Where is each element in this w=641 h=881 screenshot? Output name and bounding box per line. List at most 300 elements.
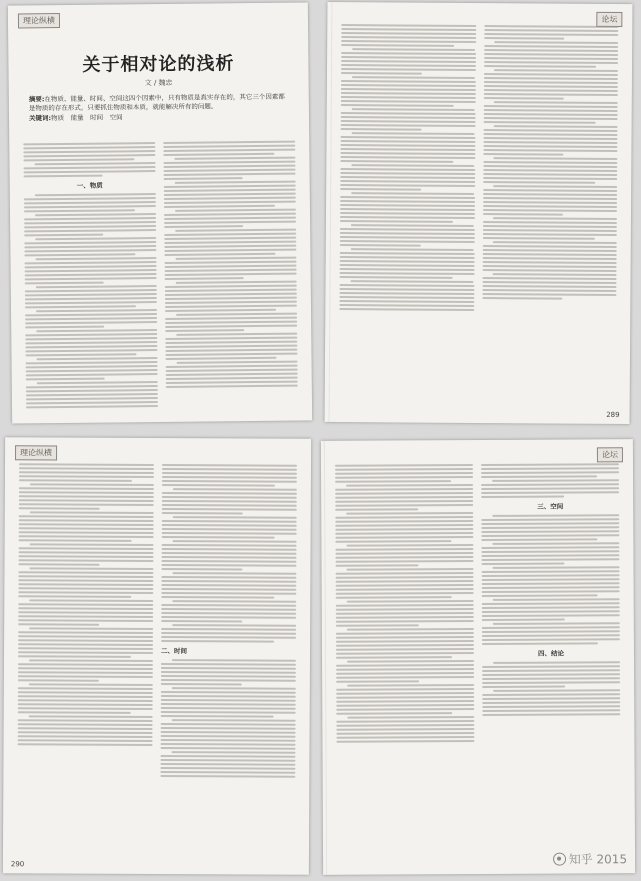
text-line (336, 712, 452, 715)
text-line (483, 137, 618, 140)
text-line (161, 564, 296, 567)
text-line (482, 713, 620, 716)
text-line (483, 153, 564, 156)
text-line (336, 664, 474, 667)
text-line (482, 265, 617, 268)
text-line (18, 663, 153, 666)
text-line (162, 536, 275, 539)
text-line (347, 568, 474, 571)
text-line (161, 735, 296, 738)
text-line (481, 491, 619, 494)
text-line (165, 337, 297, 340)
text-line (482, 285, 617, 288)
text-line (19, 519, 154, 522)
text-line (482, 619, 565, 621)
text-line (482, 257, 617, 260)
text-line (19, 547, 154, 550)
text-line (24, 245, 156, 248)
text-line (18, 695, 153, 698)
text-line (340, 180, 475, 183)
text-line (336, 724, 474, 727)
text-line (18, 655, 131, 658)
text-line (26, 385, 158, 388)
text-line (482, 638, 620, 641)
text-line (336, 720, 474, 723)
text-line (341, 104, 454, 107)
text-line (484, 61, 619, 64)
text-line (492, 542, 619, 545)
section-tag: 论坛 (597, 447, 623, 462)
text-line (341, 96, 476, 99)
text-line (483, 85, 618, 88)
text-line (161, 580, 296, 583)
text-line (162, 520, 297, 523)
text-line (340, 188, 421, 191)
text-line (24, 221, 156, 224)
text-line (339, 300, 474, 303)
text-line (18, 739, 153, 742)
text-line (176, 333, 297, 336)
text-line (341, 36, 476, 39)
text-line (484, 37, 565, 40)
text-line (340, 212, 475, 215)
text-line (18, 735, 153, 738)
text-line (19, 467, 154, 470)
text-line (164, 233, 296, 236)
text-line (24, 253, 135, 256)
text-line (161, 727, 296, 730)
text-line (172, 624, 296, 627)
text-line (482, 665, 620, 668)
text-line (341, 124, 476, 127)
text-line (336, 700, 474, 703)
text-line (25, 261, 157, 264)
text-line (494, 157, 618, 160)
text-line (172, 659, 296, 662)
text-line (35, 237, 156, 240)
text-line (18, 711, 131, 714)
text-line (483, 89, 618, 92)
text-line (18, 675, 153, 678)
text-line (166, 373, 298, 376)
text-line (481, 558, 619, 561)
article-author: 文 / 魏忠 (144, 78, 173, 88)
text-line (164, 185, 296, 188)
text-line (36, 309, 157, 312)
text-line (165, 325, 297, 328)
text-line (164, 201, 296, 204)
text-line (36, 357, 157, 360)
text-line (481, 530, 619, 533)
text-line (482, 594, 598, 597)
text-line (336, 728, 474, 731)
text-line (493, 689, 620, 692)
text-line (336, 592, 474, 595)
text-line (175, 257, 296, 260)
text-line (19, 555, 154, 558)
text-line (164, 213, 296, 216)
text-line (19, 471, 154, 474)
text-line (341, 64, 476, 67)
text-line (166, 365, 298, 368)
text-line (484, 45, 619, 48)
text-line (336, 676, 474, 679)
text-line (26, 401, 158, 404)
text-line (340, 184, 475, 187)
text-line (493, 241, 617, 244)
text-line (482, 642, 598, 645)
body-columns (17, 463, 297, 852)
text-line (350, 248, 474, 251)
text-line (482, 229, 617, 232)
text-line (335, 552, 473, 555)
text-line (172, 540, 296, 543)
text-line (26, 365, 158, 368)
text-line (18, 635, 153, 638)
text-line (341, 80, 476, 83)
text-line (347, 660, 474, 663)
text-line (162, 500, 297, 503)
text-line (347, 600, 474, 603)
text-line (174, 157, 295, 160)
text-line (336, 708, 474, 711)
text-line (165, 353, 297, 356)
text-line (162, 528, 297, 531)
text-line (481, 546, 619, 549)
text-line (482, 261, 617, 264)
text-line (18, 731, 153, 734)
text-line (336, 632, 474, 635)
text-line (335, 560, 473, 563)
text-line (162, 556, 297, 559)
text-line (25, 297, 157, 300)
text-line (161, 584, 296, 587)
keywords-label: 关键词: (28, 114, 52, 123)
text-line (25, 321, 157, 324)
text-line (336, 704, 474, 707)
page-fold (329, 2, 333, 422)
text-line (482, 705, 620, 708)
text-line (165, 317, 297, 320)
text-line (351, 192, 475, 195)
text-line (162, 496, 297, 499)
text-line (482, 277, 617, 280)
text-line (336, 616, 474, 619)
text-line (335, 464, 473, 467)
text-line (35, 285, 156, 288)
text-line (161, 691, 296, 694)
body-columns (339, 24, 619, 404)
text-line (161, 596, 274, 599)
text-line (29, 683, 153, 686)
text-line (166, 357, 277, 360)
text-line (18, 647, 153, 650)
text-line (162, 464, 297, 467)
text-line (483, 141, 618, 144)
text-line (483, 161, 618, 164)
text-line (335, 548, 473, 551)
text-line (494, 125, 618, 128)
page-scan-2 (325, 2, 633, 424)
text-line (341, 44, 454, 47)
text-line (483, 117, 618, 120)
text-line (340, 160, 453, 163)
body-column-right (481, 463, 621, 848)
text-line (19, 495, 154, 498)
text-line (164, 169, 296, 172)
text-line (18, 699, 153, 702)
text-line (336, 648, 474, 651)
text-line (336, 672, 474, 675)
text-line (340, 148, 475, 151)
text-line (19, 535, 154, 538)
text-line (161, 679, 296, 682)
text-line (29, 659, 153, 662)
text-line (336, 740, 474, 743)
text-line (347, 628, 474, 631)
text-line (340, 216, 475, 219)
text-line (161, 671, 296, 674)
text-line (339, 308, 474, 311)
text-line (335, 492, 473, 495)
text-line (36, 381, 157, 384)
text-line (25, 313, 157, 316)
text-line (171, 719, 295, 722)
text-line (339, 304, 474, 307)
text-line (483, 73, 618, 76)
text-line (482, 602, 620, 605)
text-line (24, 217, 156, 220)
text-line (341, 128, 422, 131)
text-line (26, 405, 158, 408)
text-line (162, 508, 297, 511)
text-line (351, 164, 475, 167)
text-line (351, 132, 475, 135)
abstract-text: 在物质、能量、时间、空间这四个因素中，只有物质是真实存在的，其它三个因素都是物质的存在形式。只要抓住物质和本质，就能解决所有的问题。 (28, 92, 285, 112)
text-line (493, 273, 617, 276)
text-line (18, 687, 153, 690)
text-line (24, 201, 156, 204)
text-line (25, 269, 157, 272)
text-line (482, 233, 617, 236)
text-line (335, 556, 473, 559)
text-line (346, 512, 473, 515)
text-line (24, 175, 103, 178)
text-line (483, 81, 618, 84)
text-line (19, 479, 132, 482)
text-line (18, 631, 153, 634)
text-line (25, 305, 136, 308)
text-line (340, 208, 475, 211)
text-line (493, 566, 620, 569)
text-line (19, 551, 154, 554)
text-line (163, 145, 295, 148)
text-line (482, 669, 620, 672)
text-line (482, 681, 620, 684)
text-line (18, 639, 153, 642)
text-line (482, 582, 620, 585)
text-line (335, 516, 473, 519)
text-line (494, 41, 618, 44)
section-heading: 二、时间 (161, 647, 188, 656)
text-line (341, 24, 476, 27)
text-line (18, 619, 153, 622)
text-line (336, 608, 474, 611)
text-line (347, 684, 474, 687)
text-line (161, 620, 242, 622)
text-line (19, 503, 154, 506)
text-line (26, 369, 158, 372)
text-line (482, 221, 617, 224)
text-line (24, 234, 103, 237)
text-line (335, 496, 473, 499)
text-line (18, 671, 153, 674)
text-line (341, 56, 476, 59)
text-line (162, 552, 297, 555)
text-line (336, 576, 474, 579)
text-line (24, 205, 156, 208)
text-line (483, 169, 618, 172)
text-line (336, 604, 474, 607)
text-line (23, 154, 155, 157)
text-line (18, 595, 131, 598)
text-line (164, 173, 296, 176)
text-line (340, 232, 475, 235)
text-line (163, 153, 274, 156)
text-line (341, 52, 476, 55)
text-line (340, 168, 475, 171)
text-line (483, 93, 618, 96)
section-tag: 理论纵横 (18, 13, 60, 28)
text-line (166, 377, 298, 380)
text-line (483, 165, 618, 168)
text-line (161, 592, 296, 595)
text-line (176, 313, 297, 316)
text-line (339, 292, 474, 295)
text-line (483, 129, 618, 132)
body-column-left (339, 24, 476, 403)
text-line (481, 496, 564, 498)
text-line (161, 612, 296, 615)
text-line (336, 688, 474, 691)
text-line (341, 92, 476, 95)
text-line (18, 703, 153, 706)
text-line (23, 158, 134, 161)
text-line (336, 620, 474, 623)
page-scan-1 (8, 2, 312, 423)
section-tag: 理论纵横 (15, 445, 57, 460)
text-line (482, 225, 617, 228)
text-line (162, 492, 297, 495)
text-line (25, 289, 157, 292)
text-line (483, 149, 618, 152)
text-line (493, 622, 620, 625)
text-line (19, 499, 154, 502)
text-line (482, 245, 617, 248)
text-line (18, 591, 153, 594)
text-line (162, 532, 297, 535)
text-line (493, 661, 620, 664)
text-line (165, 285, 297, 288)
text-line (26, 397, 158, 400)
text-line (336, 692, 474, 695)
text-line (340, 172, 475, 175)
text-line (18, 743, 153, 746)
text-line (161, 731, 296, 734)
text-line (174, 181, 295, 184)
text-line (171, 751, 295, 754)
text-line (481, 483, 619, 486)
text-line (335, 528, 473, 531)
text-line (346, 484, 473, 487)
text-line (483, 201, 618, 204)
text-line (494, 69, 618, 72)
text-line (18, 727, 153, 730)
text-line (340, 204, 475, 207)
text-line (483, 173, 618, 176)
text-line (30, 483, 154, 486)
text-line (484, 25, 619, 28)
text-line (481, 463, 619, 466)
text-line (26, 378, 105, 381)
text-line (483, 109, 618, 112)
text-line (340, 260, 475, 263)
text-line (162, 548, 297, 551)
text-line (160, 775, 295, 778)
text-line (339, 296, 474, 299)
text-line (161, 695, 296, 698)
text-line (162, 504, 297, 507)
text-line (24, 229, 156, 232)
text-line (482, 289, 617, 292)
text-line (161, 608, 296, 611)
text-line (481, 518, 619, 521)
text-line (19, 515, 154, 518)
text-line (482, 253, 617, 256)
text-line (161, 683, 242, 685)
text-line (175, 209, 296, 212)
text-line (482, 570, 620, 573)
text-line (335, 500, 473, 503)
text-line (165, 265, 297, 268)
text-line (351, 224, 475, 227)
text-line (336, 640, 474, 643)
text-line (161, 715, 274, 718)
text-line (340, 244, 421, 247)
text-line (335, 536, 473, 539)
section-tag: 论坛 (596, 12, 622, 27)
text-line (161, 699, 296, 702)
text-line (341, 116, 476, 119)
text-line (24, 209, 135, 212)
text-line (340, 220, 453, 223)
text-line (164, 197, 296, 200)
text-line (482, 697, 620, 700)
text-line (341, 120, 476, 123)
text-line (162, 468, 297, 471)
text-line (482, 297, 563, 300)
text-line (165, 297, 297, 300)
text-line (23, 142, 155, 145)
text-line (165, 345, 297, 348)
text-line (483, 189, 618, 192)
text-line (484, 33, 619, 36)
text-line (162, 476, 297, 479)
text-line (483, 145, 618, 148)
text-line (25, 301, 157, 304)
text-line (336, 656, 452, 659)
article-title: 关于相对论的浅析 (82, 53, 235, 76)
